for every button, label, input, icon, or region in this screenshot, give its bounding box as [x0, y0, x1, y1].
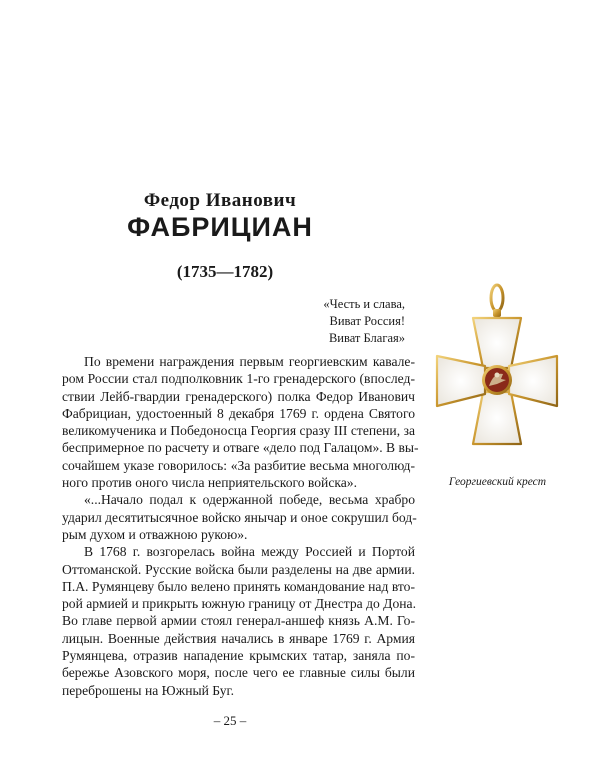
epigraph-line: Виват Россия! — [329, 314, 405, 328]
text-line: ствии Лейб-гвардии гренадерского) полка Федор Иванович — [62, 388, 415, 404]
text-line: Румянцева, отразив нападение крымских татар, заняла по- — [62, 648, 415, 664]
text-line: лицын. Военные действия начались в январе 1769 г. Армия — [62, 630, 415, 646]
text-line: рой армией и прикрыть южную границу от Днестра до Дона. — [62, 596, 416, 612]
body-text — [62, 353, 419, 699]
ring-loop — [493, 309, 501, 317]
person-surname: ФАБРИЦИАН — [127, 212, 313, 242]
life-years: (1735—1782) — [176, 262, 274, 281]
text-line: Оттоманской. Русские войска были разделены на две армии. — [62, 561, 415, 577]
text-line: ного против оного числа неприятельского войска». — [62, 475, 357, 491]
text-line: Во главе первой армии стоял генерал-аншеф князь А.М. Го- — [62, 613, 415, 629]
text-line: великомученика и Победоносца Георгия сразу III степени, за — [62, 423, 415, 439]
text-line: П.А. Румянцеву было велено принять командование над вто- — [62, 578, 415, 594]
text-line: рым духом и отважною рукою». — [62, 526, 248, 542]
text-line: В 1768 г. возгорелась война между Россией и Портой — [84, 544, 415, 560]
text-line: «...Начало подал к одержанной победе, весьма храбро — [84, 492, 415, 508]
epigraph — [240, 296, 405, 347]
text-line: сочайшем указе говорилось: «За разбитие весьма многолюд- — [62, 457, 415, 473]
text-line: беспримерное по расчету и отваге «дело под Галацом». В вы- — [62, 440, 419, 456]
text-line: переброшены на Южный Буг. — [62, 682, 234, 698]
text-line: бережье Азовского моря, после чего ее главные силы были — [62, 665, 415, 681]
suspension-ring — [491, 285, 503, 311]
page-number: – 25 – — [213, 713, 247, 728]
text-line: ром России стал подполковник 1-го гренадерского (впослед- — [62, 371, 415, 387]
epigraph-line: Виват Благая» — [328, 331, 405, 345]
text-line: Фабрициан, удостоенный 8 декабря 1769 г. ордена Святого — [62, 405, 415, 421]
text-line: По времени награждения первым георгиевским кавале- — [84, 354, 415, 369]
text-line: ударил десятитысячное войско янычар и оное сокрушил бод- — [62, 509, 417, 525]
epigraph-line: «Честь и слава, — [323, 297, 405, 311]
person-first-names: Федор Иванович — [143, 190, 297, 211]
st-george-cross-icon — [431, 280, 563, 470]
figure-caption: Георгиевский крест — [448, 476, 547, 488]
